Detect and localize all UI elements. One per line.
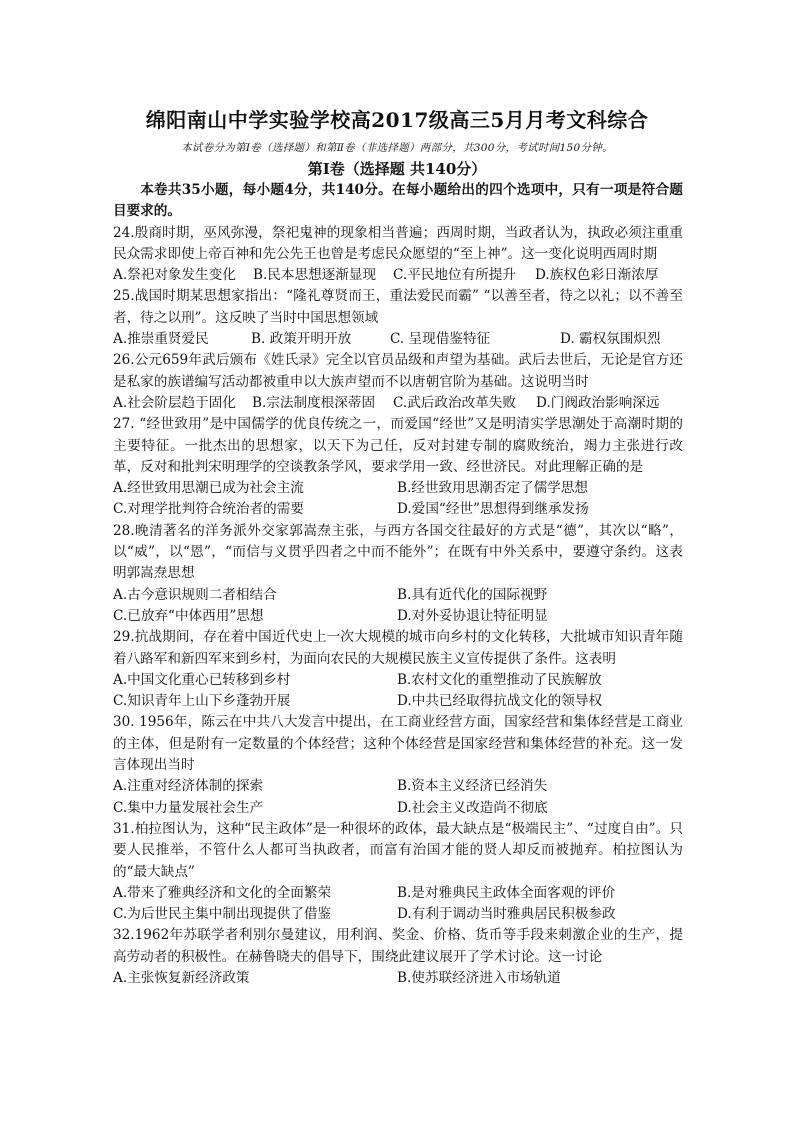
option-b: B.资本主义经济已经消失	[397, 778, 548, 795]
option-d: D.族权色彩日渐浓厚	[535, 267, 659, 284]
option-a: A.古今意识规则二者相结合	[113, 586, 277, 603]
question-options	[113, 798, 683, 819]
question-stem: 28.晚清著名的洋务派外交家郭嵩焘主张，与西方各国交往最好的方式是“德”，其次以“略”，以“威”，以“恩”，“而信与义贯乎四者之中而不能外”；在既有中外关系中，要遵守条约。这表明郭嵩焘思想	[113, 522, 683, 582]
option-d: D.社会主义改造尚不彻底	[397, 799, 548, 816]
question-stem: 26.公元659年武后颁布《姓氏录》完全以官员品级和声望为基础。武后去世后，无论是官方还是私家的族谱编写活动都被重申以大族声望而不以唐朝官阶为基础。这说明当时	[113, 352, 683, 390]
option-c: C.知识青年上山下乡蓬勃开展	[113, 693, 291, 710]
question-options	[113, 585, 683, 606]
exam-title: 绵阳南山中学实验学校高2017级高三5月月考文科综合	[145, 108, 649, 132]
section-heading: 第Ⅰ卷（选择题 共140分）	[307, 160, 487, 178]
question-options	[113, 776, 683, 797]
exam-note: 本试卷分为第Ⅰ卷（选择题）和第Ⅱ卷（非选择题）两部分，共300分，考试时间150分钟。	[181, 142, 613, 154]
option-a: A.推崇重贤爱民	[113, 331, 209, 348]
question-stem: 31.柏拉图认为，这种“民主政体”是一种很坏的政体，最大缺点是“极端民主”、“过度自由”。只要人民推举，不管什么人都可当执政者，而富有治国才能的贤人却反而被抛弃。柏拉图认为的“最大缺点”	[113, 820, 683, 880]
option-b: B. 政策开明开放	[251, 331, 352, 348]
option-d: D. 霸权氛围炽烈	[560, 331, 661, 348]
question-options	[113, 883, 683, 904]
option-a: A.经世致用思潮已成为社会主流	[113, 480, 304, 497]
option-a: A.祭祀对象发生变化	[113, 267, 236, 284]
question-options	[113, 329, 683, 350]
option-c: C.武后政治改革失败	[393, 394, 516, 411]
question-stem: 25.战国时期某思想家指出：“隆礼尊贤而王，重法爱民而霸” “以善至者，待之以礼；以不善至者，待之以刑”。这反映了当时中国思想领域	[113, 288, 683, 326]
question-options	[113, 691, 683, 712]
option-b: B.农村文化的重塑推动了民族解放	[397, 671, 602, 688]
option-d: D.有利于调动当时雅典居民积极参政	[397, 906, 616, 923]
option-a: A.中国文化重心已转移到乡村	[113, 671, 291, 688]
question-options	[113, 968, 683, 989]
question-stem: 30. 1956年，陈云在中共八大发言中提出，在工商业经营方面，国家经营和集体经营是工商业的主体，但是附有一定数量的个体经营；这种个体经营是国家经营和集体经营的补充。这一发言体现出当时	[113, 714, 683, 774]
option-c: C.对理学批判符合统治者的需要	[113, 501, 304, 518]
option-b: B.经世致用思潮否定了儒学思想	[397, 480, 589, 497]
option-c: C.集中力量发展社会生产	[113, 799, 264, 816]
question-options	[113, 670, 683, 691]
option-d: D.门阀政治影响深远	[536, 394, 660, 411]
option-a: A.主张恢复新经济政策	[113, 969, 250, 986]
option-b: B.使苏联经济进入市场轨道	[397, 969, 561, 986]
question-body	[113, 180, 683, 989]
option-c: C.平民地位有所提升	[393, 267, 516, 284]
option-c: C. 呈现借鉴特征	[390, 331, 491, 348]
question-options	[113, 499, 683, 520]
question-stem: 27. “经世致用”是中国儒学的优良传统之一，而爱国“经世”又是明清实学思潮处于高潮时期的主要特征。一批杰出的思想家，以天下为己任，反对封建专制的腐败统治，竭力主张进行改革，反对和批判宋明理学的空谈教条学风，要求学用一致、经世济民。对此理解正确的是	[113, 416, 683, 475]
question-options	[113, 393, 683, 414]
option-b: B.宗法制度根深蒂固	[252, 394, 376, 411]
option-d: D.中共已经取得抗战文化的领导权	[397, 693, 603, 710]
question-options	[113, 904, 683, 925]
option-a: A.社会阶层趋于固化	[113, 394, 236, 411]
question-options	[113, 606, 683, 627]
instruction-text: 本卷共35小题，每小题4分，共140分。在每小题给出的四个选项中，只有一项是符合题目要求的。	[113, 182, 684, 220]
option-a: A.带来了雅典经济和文化的全面繁荣	[113, 884, 332, 901]
option-b: B.具有近代化的国际视野	[397, 586, 548, 603]
option-b: B.民本思想逐渐显现	[253, 267, 377, 284]
option-c: C.为后世民主集中制出现提供了借鉴	[113, 906, 332, 923]
option-d: D.对外妥协退让特征明显	[397, 607, 548, 624]
option-a: A.注重对经济体制的探索	[113, 778, 264, 795]
option-c: C.已放弃“中体西用”思想	[113, 607, 264, 624]
question-stem: 24.殷商时期，巫风弥漫，祭祀鬼神的现象相当普遍；西周时期，当政者认为，执政必须注重重民众需求即使上帝百神和先公先王也曾是考虑民众愿望的“至上神”。这一变化说明西周时期	[113, 224, 683, 262]
question-options	[113, 265, 683, 286]
option-d: D.爱国“经世”思想得到继承发扬	[397, 501, 589, 518]
question-stem: 29.抗战期间，存在着中国近代史上一次大规模的城市向乡村的文化转移，大批城市知识青年随着八路军和新四军来到乡村，为面向农民的大规模民族主义宣传提供了条件。这表明	[113, 629, 683, 667]
question-options	[113, 478, 683, 499]
question-stem: 32.1962年苏联学者利别尔曼建议，用利润、奖金、价格、货币等手段来刺激企业的生产，提高劳动者的积极性。在赫鲁晓夫的倡导下，围绕此建议展开了学术讨论。这一讨论	[113, 927, 683, 965]
option-b: B.是对雅典民主政体全面客观的评价	[397, 884, 616, 901]
